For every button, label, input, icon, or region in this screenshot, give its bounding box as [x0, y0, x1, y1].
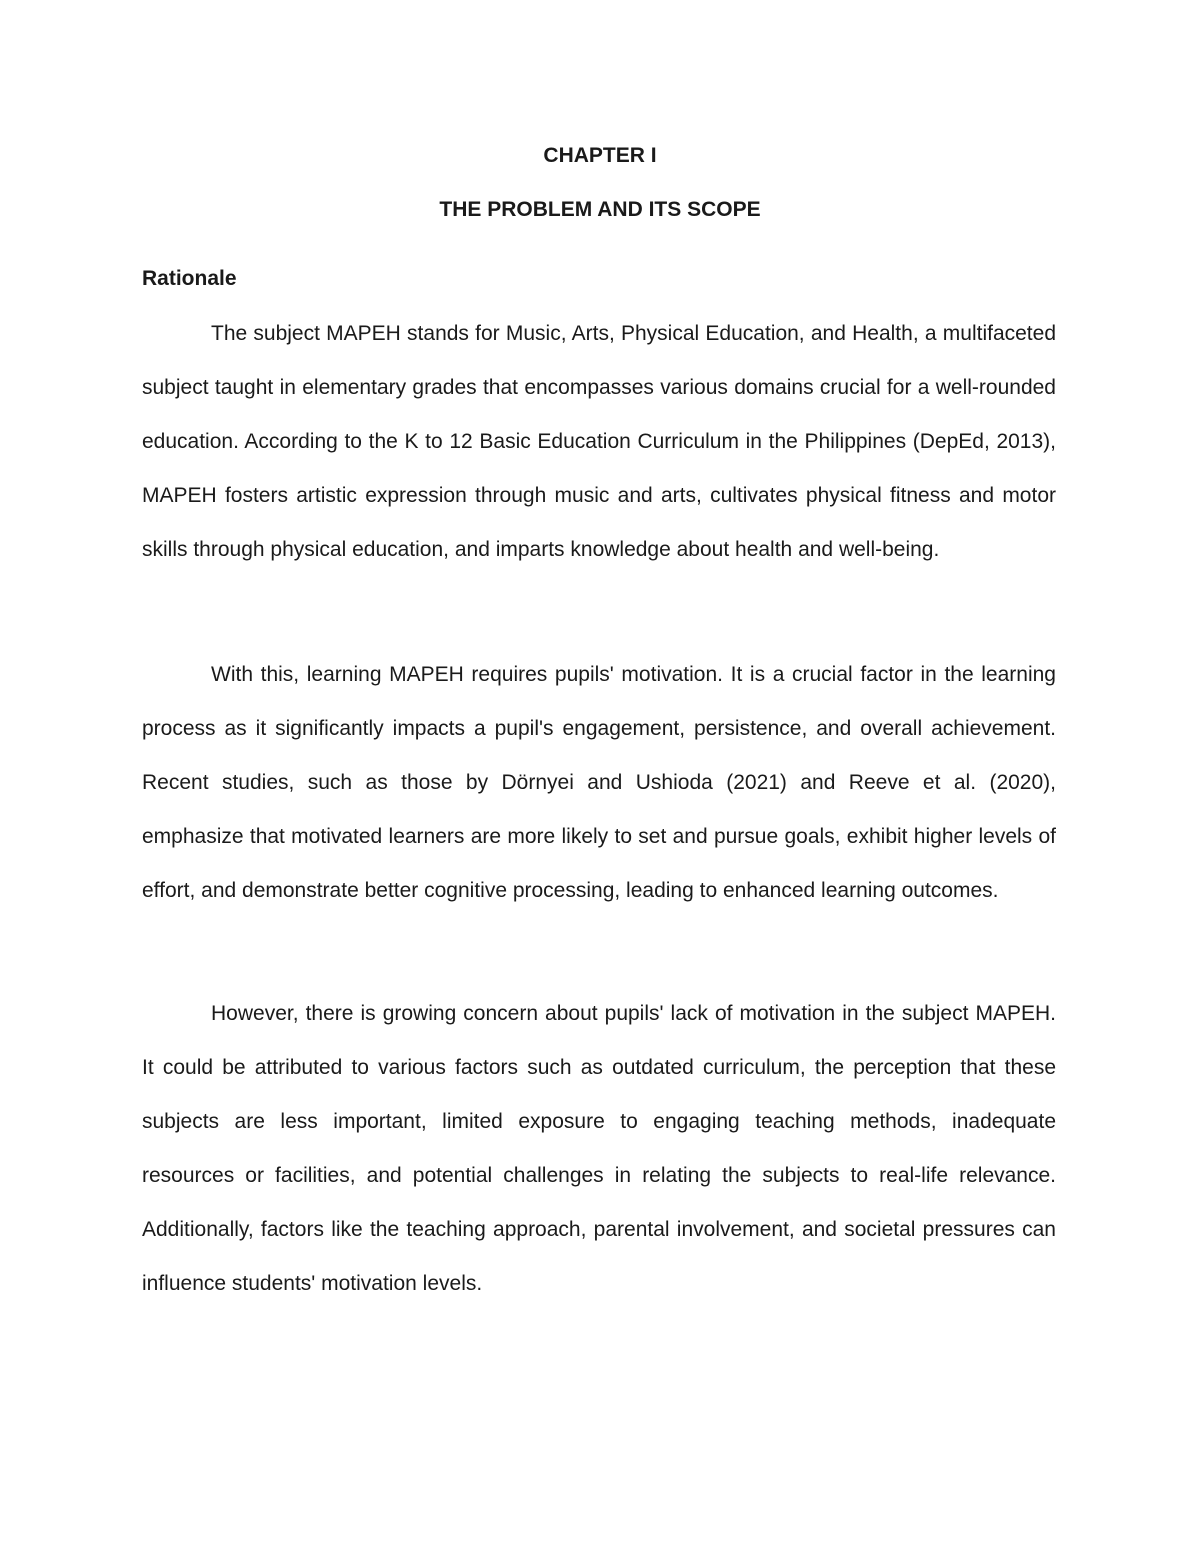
section-heading-rationale: Rationale [142, 267, 237, 290]
paragraph: The subject MAPEH stands for Music, Arts, Physical Education, and Health, a multifaceted subject taught in elementary grades that encompasses various domains crucial for a well-rounded education. According to the K to 12 Basic Education Curriculum in the Philippines (DepEd, 2013), MAPEH fosters artistic expression through music and arts, cultivates physical fitness and motor skills through physical education, and imparts knowledge about health and well-being. [142, 322, 1056, 561]
chapter-title: CHAPTER I [543, 144, 657, 167]
paragraph: However, there is growing concern about pupils' lack of motivation in the subject MAPEH. It could be attributed to various factors such as outdated curriculum, the perception that these subjects are less important, limited exposure to engaging teaching methods, inadequate resources or facilities, and potential challenges in relating the subjects to real-life relevance. Additionally, factors like the teaching approach, parental involvement, and societal pressures can influence students' motivation levels. [142, 1002, 1056, 1295]
paragraph: With this, learning MAPEH requires pupils' motivation. It is a crucial factor in the learning process as it significantly impacts a pupil's engagement, persistence, and overall achievement. Recent studies, such as those by Dörnyei and Ushioda (2021) and Reeve et al. (2020), emphasize that motivated learners are more likely to set and pursue goals, exhibit higher levels of effort, and demonstrate better cognitive processing, leading to enhanced learning outcomes. [142, 663, 1056, 902]
chapter-subtitle: THE PROBLEM AND ITS SCOPE [439, 198, 761, 221]
